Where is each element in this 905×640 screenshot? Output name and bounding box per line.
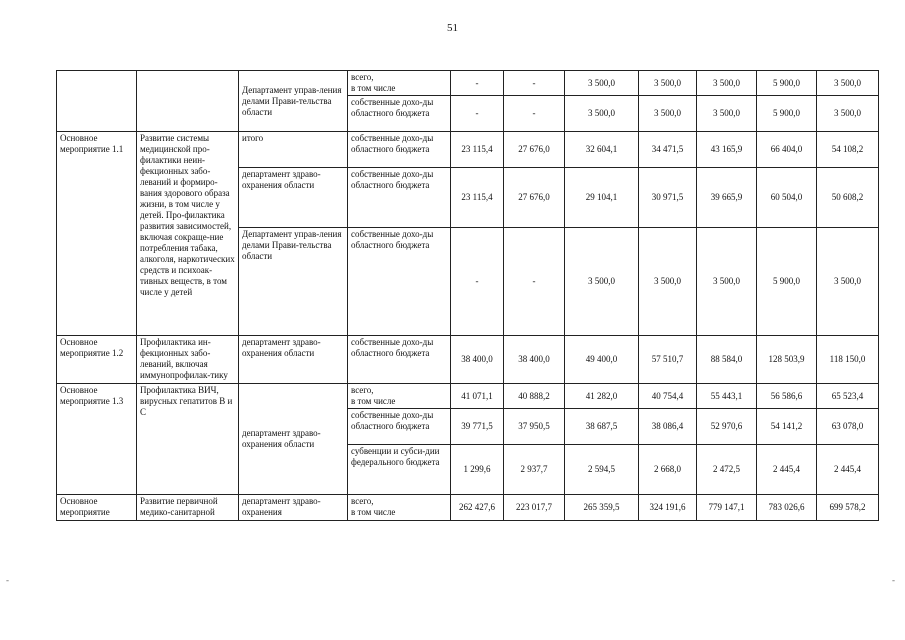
value-cell: 699 578,2 — [817, 495, 879, 521]
value-cell: 40 888,2 — [504, 384, 565, 409]
event-name-cell — [137, 71, 239, 132]
value-cell: 23 115,4 — [451, 132, 504, 168]
executor-cell: департамент здраво-охранения области — [239, 168, 348, 228]
value-cell: 66 404,0 — [757, 132, 817, 168]
value-cell: 3 500,0 — [639, 96, 697, 132]
value-cell: 52 970,6 — [697, 409, 757, 445]
funding-source-cell: всего, в том числе — [348, 384, 451, 409]
value-cell: 34 471,5 — [639, 132, 697, 168]
right-edge-mark: - — [892, 575, 895, 585]
value-cell: 262 427,6 — [451, 495, 504, 521]
table-row — [57, 336, 879, 384]
left-edge-mark: - — [6, 575, 9, 585]
table-row — [57, 384, 879, 409]
value-cell: 54 108,2 — [817, 132, 879, 168]
value-cell: 5 900,0 — [757, 228, 817, 336]
value-cell: 223 017,7 — [504, 495, 565, 521]
event-cell: Основное мероприятие 1.1 — [57, 132, 137, 336]
event-name-cell: Развитие системы медицинской про-филактики неин-фекционных забо-леваний и формиро-вания здорового образа жизни, в том числе у детей. Про-филактика развития зависимостей, включая сокраще-ние потребления табака, алкоголя, наркотических средств и психоак-тивных веществ, в том числе у детей — [137, 132, 239, 336]
value-cell: 38 400,0 — [504, 336, 565, 384]
value-cell: 324 191,6 — [639, 495, 697, 521]
event-name-cell: Профилактика ин-фекционных забо-леваний, включая иммунопрофилак-тику — [137, 336, 239, 384]
value-cell: 55 443,1 — [697, 384, 757, 409]
value-cell: - — [451, 96, 504, 132]
value-cell: 88 584,0 — [697, 336, 757, 384]
value-cell: 3 500,0 — [697, 71, 757, 96]
page-number: 51 — [447, 22, 458, 34]
value-cell: 1 299,6 — [451, 445, 504, 495]
value-cell: 2 445,4 — [817, 445, 879, 495]
value-cell: 29 104,1 — [565, 168, 639, 228]
value-cell: 23 115,4 — [451, 168, 504, 228]
funding-source-cell: субвенции и субси-дии федерального бюджета — [348, 445, 451, 495]
funding-source-cell: собственные дохо-ды областного бюджета — [348, 168, 451, 228]
value-cell: 3 500,0 — [565, 96, 639, 132]
value-cell: 265 359,5 — [565, 495, 639, 521]
event-cell: Основное мероприятие 1.2 — [57, 336, 137, 384]
value-cell: 32 604,1 — [565, 132, 639, 168]
executor-cell: департамент здраво-охранения области — [239, 336, 348, 384]
event-cell — [57, 71, 137, 132]
funding-source-cell: собственные дохо-ды областного бюджета — [348, 132, 451, 168]
value-cell: 65 523,4 — [817, 384, 879, 409]
funding-source-cell: всего, в том числе — [348, 495, 451, 521]
value-cell: 3 500,0 — [697, 228, 757, 336]
value-cell: 43 165,9 — [697, 132, 757, 168]
value-cell: 57 510,7 — [639, 336, 697, 384]
value-cell: 27 676,0 — [504, 168, 565, 228]
value-cell: 3 500,0 — [817, 96, 879, 132]
value-cell: 38 086,4 — [639, 409, 697, 445]
value-cell: 37 950,5 — [504, 409, 565, 445]
value-cell: 60 504,0 — [757, 168, 817, 228]
executor-cell: итого — [239, 132, 348, 168]
value-cell: 779 147,1 — [697, 495, 757, 521]
event-name-cell: Профилактика ВИЧ, вирусных гепатитов В и С — [137, 384, 239, 495]
event-name-cell: Развитие первичной медико-санитарной — [137, 495, 239, 521]
value-cell: 3 500,0 — [817, 71, 879, 96]
value-cell: 54 141,2 — [757, 409, 817, 445]
value-cell: 30 971,5 — [639, 168, 697, 228]
value-cell: 2 668,0 — [639, 445, 697, 495]
event-cell: Основное мероприятие — [57, 495, 137, 521]
value-cell: 3 500,0 — [565, 228, 639, 336]
funding-source-cell: собственные дохо-ды областного бюджета — [348, 409, 451, 445]
value-cell: 2 445,4 — [757, 445, 817, 495]
value-cell: 2 937,7 — [504, 445, 565, 495]
table-row — [57, 495, 879, 521]
value-cell: 3 500,0 — [565, 71, 639, 96]
table-row — [57, 71, 879, 96]
funding-source-cell: собственные дохо-ды областного бюджета — [348, 336, 451, 384]
value-cell: 41 282,0 — [565, 384, 639, 409]
value-cell: - — [451, 228, 504, 336]
funding-source-cell: собственные дохо-ды областного бюджета — [348, 96, 451, 132]
value-cell: 40 754,4 — [639, 384, 697, 409]
value-cell: 2 594,5 — [565, 445, 639, 495]
value-cell: 63 078,0 — [817, 409, 879, 445]
value-cell: 5 900,0 — [757, 96, 817, 132]
value-cell: 50 608,2 — [817, 168, 879, 228]
table-row — [57, 132, 879, 168]
value-cell: 38 687,5 — [565, 409, 639, 445]
executor-cell: Департамент управ-ления делами Прави-тельства области — [239, 71, 348, 132]
value-cell: 2 472,5 — [697, 445, 757, 495]
value-cell: 783 026,6 — [757, 495, 817, 521]
value-cell: 41 071,1 — [451, 384, 504, 409]
value-cell: 3 500,0 — [817, 228, 879, 336]
value-cell: - — [504, 96, 565, 132]
event-cell: Основное мероприятие 1.3 — [57, 384, 137, 495]
value-cell: 39 771,5 — [451, 409, 504, 445]
value-cell: 56 586,6 — [757, 384, 817, 409]
executor-cell: Департамент управ-ления делами Прави-тельства области — [239, 228, 348, 336]
funding-source-cell: всего, в том числе — [348, 71, 451, 96]
value-cell: - — [504, 71, 565, 96]
value-cell: 3 500,0 — [639, 228, 697, 336]
executor-cell: департамент здраво-охранения области — [239, 384, 348, 495]
value-cell: 39 665,9 — [697, 168, 757, 228]
value-cell: 49 400,0 — [565, 336, 639, 384]
value-cell: - — [504, 228, 565, 336]
value-cell: 38 400,0 — [451, 336, 504, 384]
funding-source-cell: собственные дохо-ды областного бюджета — [348, 228, 451, 336]
value-cell: - — [451, 71, 504, 96]
value-cell: 3 500,0 — [639, 71, 697, 96]
value-cell: 128 503,9 — [757, 336, 817, 384]
budget-table — [56, 70, 879, 521]
value-cell: 27 676,0 — [504, 132, 565, 168]
value-cell: 3 500,0 — [697, 96, 757, 132]
value-cell: 118 150,0 — [817, 336, 879, 384]
value-cell: 5 900,0 — [757, 71, 817, 96]
executor-cell: департамент здраво-охранения — [239, 495, 348, 521]
